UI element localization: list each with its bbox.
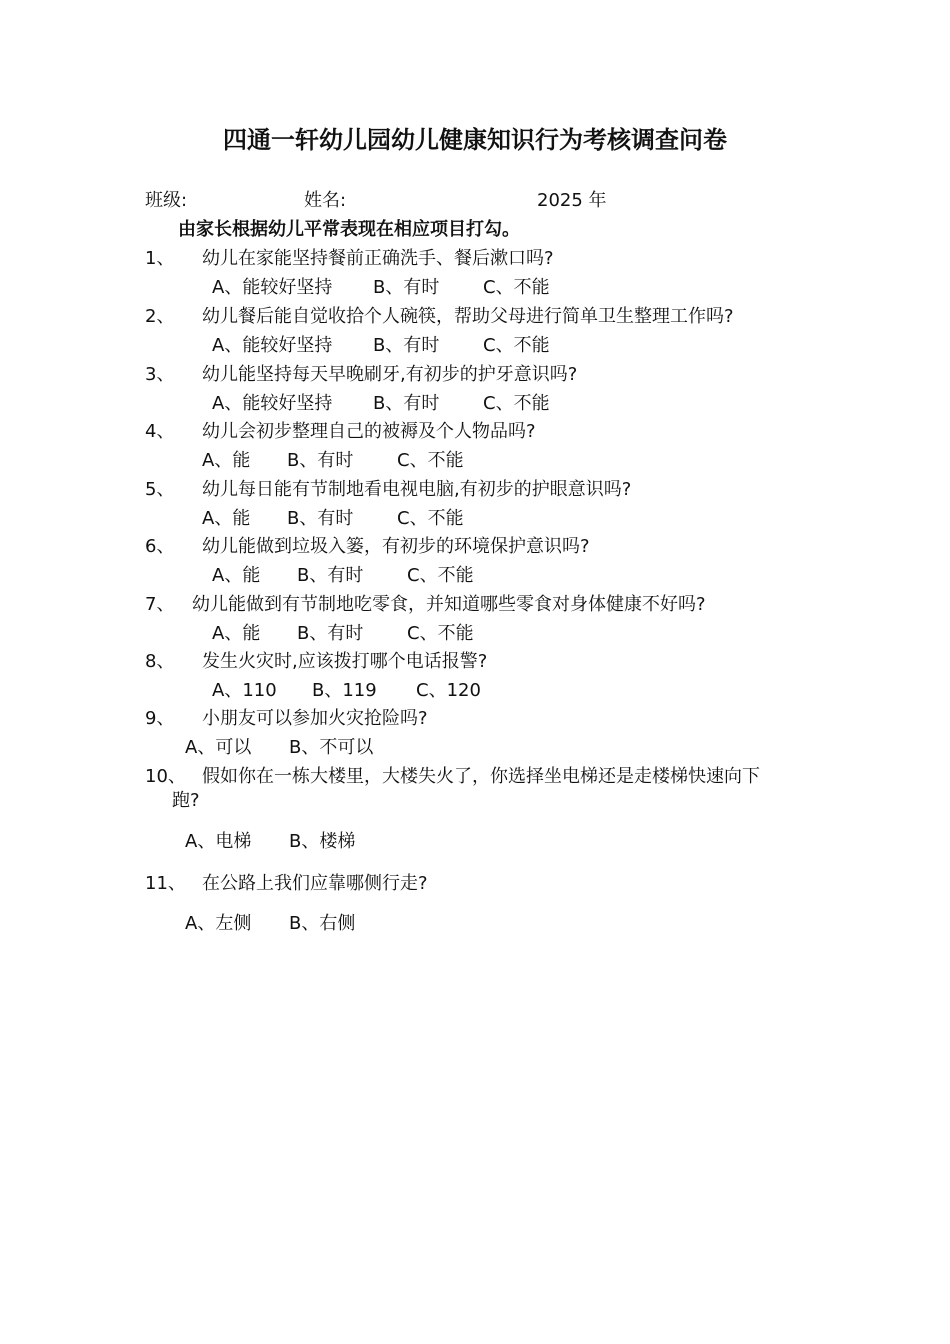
option-b[interactable]: B、119 [312,680,377,701]
question-text: 在公路上我们应靠哪侧行走? [202,873,428,894]
question-number: 2、 [145,306,175,327]
option-b[interactable]: B、有时 [297,565,364,586]
question-number: 6、 [145,536,175,557]
question-number: 5、 [145,479,175,500]
option-a[interactable]: A、110 [212,680,277,701]
instruction: 由家长根据幼儿平常表现在相应项目打勾。 [178,219,520,240]
question-text: 幼儿在家能坚持餐前正确洗手、餐后漱口吗? [202,248,554,269]
option-a[interactable]: A、能较好坚持 [212,393,333,414]
option-c[interactable]: C、不能 [407,565,474,586]
option-c[interactable]: C、不能 [397,508,464,529]
option-b[interactable]: B、右侧 [289,913,356,934]
option-a[interactable]: A、能 [202,508,251,529]
question-number: 3、 [145,364,175,385]
question-number: 9、 [145,708,175,729]
option-c[interactable]: C、不能 [483,393,550,414]
question-text: 幼儿能做到垃圾入篓，有初步的环境保护意识吗? [202,536,590,557]
option-b[interactable]: B、不可以 [289,737,374,758]
question-text: 幼儿每日能有节制地看电视电脑,有初步的护眼意识吗? [202,479,632,500]
option-c[interactable]: C、不能 [483,277,550,298]
option-b[interactable]: B、有时 [287,450,354,471]
option-c[interactable]: C、120 [416,680,481,701]
option-b[interactable]: B、楼梯 [289,831,356,852]
option-a[interactable]: A、能较好坚持 [212,335,333,356]
option-a[interactable]: A、能较好坚持 [212,277,333,298]
question-text: 幼儿会初步整理自己的被褥及个人物品吗? [202,421,536,442]
option-c[interactable]: C、不能 [407,623,474,644]
question-number: 8、 [145,651,175,672]
question-text: 幼儿餐后能自觉收拾个人碗筷，帮助父母进行简单卫生整理工作吗? [202,306,734,327]
question-number: 10、 [145,766,186,787]
question-text: 发生火灾时,应该拨打哪个电话报警? [202,651,488,672]
question-text: 假如你在一栋大楼里，大楼失火了，你选择坐电梯还是走楼梯快速向下 [202,766,760,787]
question-text: 小朋友可以参加火灾抢险吗? [202,708,428,729]
question-number: 4、 [145,421,175,442]
option-b[interactable]: B、有时 [297,623,364,644]
option-b[interactable]: B、有时 [373,393,440,414]
option-c[interactable]: C、不能 [483,335,550,356]
option-a[interactable]: A、能 [212,565,261,586]
option-b[interactable]: B、有时 [287,508,354,529]
question-number: 1、 [145,248,175,269]
option-a[interactable]: A、能 [212,623,261,644]
option-a[interactable]: A、电梯 [185,831,252,852]
question-text: 幼儿能做到有节制地吃零食，并知道哪些零食对身体健康不好吗? [192,594,706,615]
option-a[interactable]: A、左侧 [185,913,252,934]
option-a[interactable]: A、可以 [185,737,252,758]
name-label: 姓名: [304,190,347,211]
option-a[interactable]: A、能 [202,450,251,471]
year-label: 2025 年 [537,190,607,211]
question-number: 11、 [145,873,186,894]
option-b[interactable]: B、有时 [373,335,440,356]
option-b[interactable]: B、有时 [373,277,440,298]
question-number: 7、 [145,594,175,615]
page-title: 四通一轩幼儿园幼儿健康知识行为考核调查问卷 [223,126,727,154]
question-text-continued: 跑? [172,790,200,811]
question-text: 幼儿能坚持每天早晚刷牙,有初步的护牙意识吗? [202,364,578,385]
class-label: 班级: [145,190,188,211]
option-c[interactable]: C、不能 [397,450,464,471]
